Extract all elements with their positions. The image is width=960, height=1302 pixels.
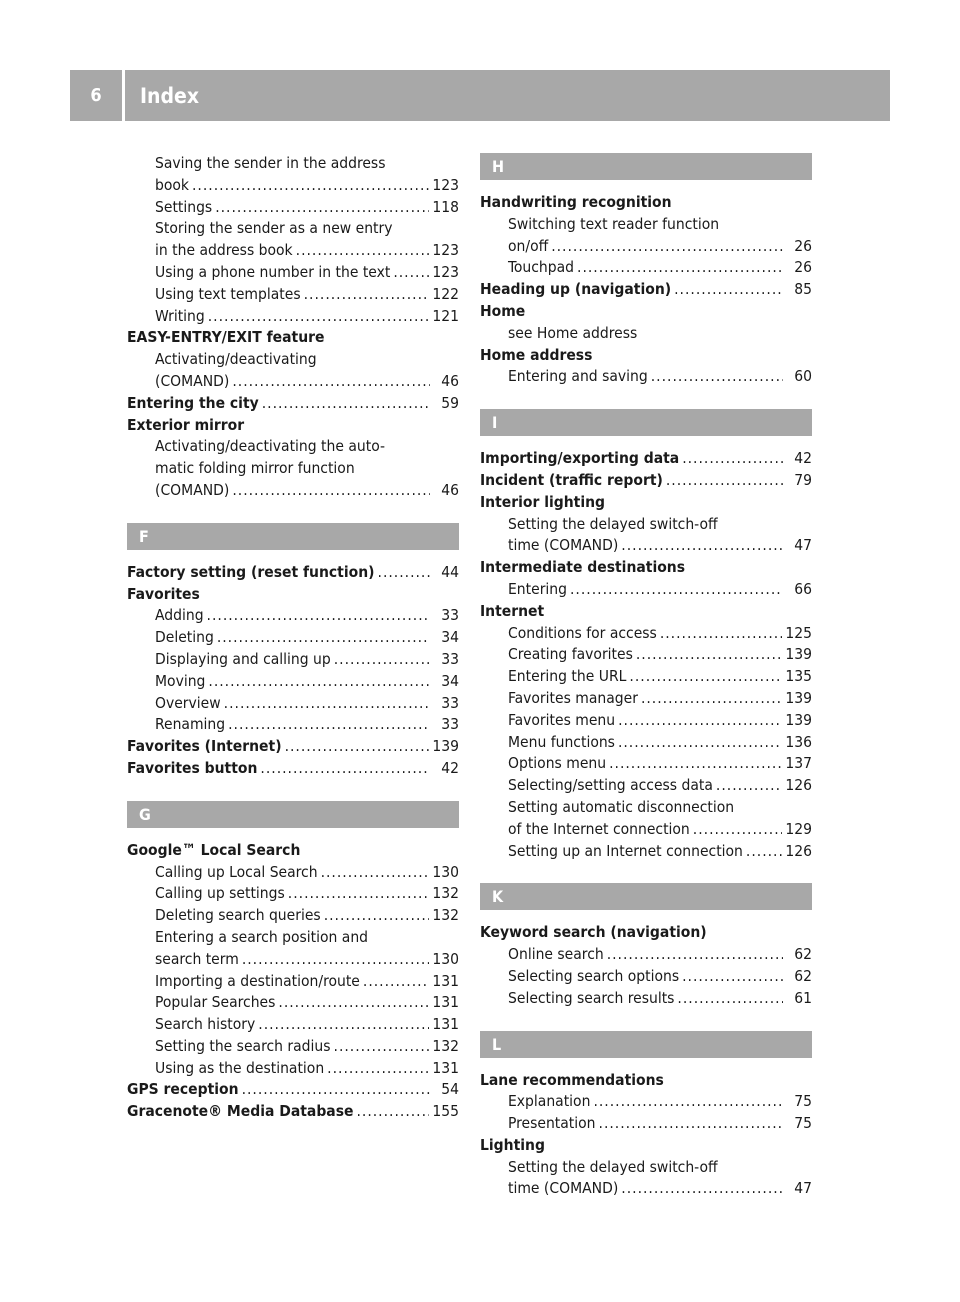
entry-text: Selecting/setting access data	[508, 776, 713, 795]
index-entry[interactable]	[127, 736, 459, 758]
entry-text: Gracenote® Media Database	[127, 1102, 354, 1121]
entry-text: Favorites manager	[508, 688, 638, 707]
index-subentry[interactable]	[127, 284, 459, 306]
dot-leader	[682, 448, 783, 470]
index-entry	[480, 192, 812, 214]
page-reference[interactable]: 44	[441, 562, 459, 581]
page-reference[interactable]: 129	[785, 819, 812, 838]
entry-text: Online search	[508, 945, 604, 964]
index-subentry[interactable]	[127, 693, 459, 715]
entry-text: Calling up settings	[155, 884, 285, 903]
entry-text: see Home address	[508, 323, 638, 342]
index-subentry[interactable]	[480, 688, 812, 710]
dot-leader	[551, 236, 783, 258]
entry-text: Touchpad	[508, 258, 575, 277]
index-subentry	[127, 218, 459, 240]
dot-leader	[677, 988, 783, 1010]
index-subentry[interactable]	[480, 623, 812, 645]
entry-text: Displaying and calling up	[155, 649, 331, 668]
index-subentry[interactable]	[480, 1091, 812, 1113]
index-subentry	[480, 214, 812, 236]
index-subentry[interactable]	[127, 197, 459, 219]
entry-text: (COMAND)	[155, 480, 230, 499]
page-reference[interactable]: 26	[794, 258, 812, 277]
page-reference[interactable]: 136	[785, 732, 812, 751]
index-subentry[interactable]	[480, 966, 812, 988]
dot-leader	[296, 240, 430, 262]
page-reference[interactable]: 132	[432, 1036, 459, 1055]
dot-leader	[260, 758, 430, 780]
entry-text: Selecting search results	[508, 988, 675, 1007]
index-entry	[127, 840, 459, 862]
index-subentry[interactable]	[127, 262, 459, 284]
page-reference[interactable]: 59	[441, 393, 459, 412]
entry-text: Home address	[480, 345, 593, 364]
entry-text: Explanation	[508, 1092, 591, 1111]
index-subentry[interactable]	[480, 841, 812, 863]
page-reference[interactable]: 62	[794, 966, 812, 985]
entry-text: Internet	[480, 601, 545, 620]
dot-leader	[262, 393, 430, 415]
page-reference[interactable]: 46	[441, 480, 459, 499]
page-reference[interactable]: 125	[785, 623, 812, 642]
section-header-f: F	[127, 523, 459, 550]
entry-text: Favorites	[127, 584, 200, 603]
page-reference[interactable]: 62	[794, 945, 812, 964]
index-subentry[interactable]	[480, 257, 812, 279]
entry-text: Using a phone number in the text	[155, 262, 391, 281]
entry-text: Using text templates	[155, 284, 301, 303]
dot-leader	[618, 732, 782, 754]
dot-leader	[228, 714, 430, 736]
index-entry	[480, 492, 812, 514]
index-subentry[interactable]	[127, 862, 459, 884]
entry-text: Selecting search options	[508, 966, 680, 985]
index-subentry[interactable]	[480, 732, 812, 754]
entry-text: Factory setting (reset function)	[127, 562, 375, 581]
entry-text: Favorites button	[127, 758, 258, 777]
entry-text: search term	[155, 949, 239, 968]
index-subentry[interactable]	[127, 480, 459, 502]
dot-leader	[232, 371, 430, 393]
dot-leader	[636, 644, 783, 666]
entry-text: GPS reception	[127, 1080, 239, 1099]
entry-text: Popular Searches	[155, 993, 276, 1012]
entry-text: on/off	[508, 236, 549, 255]
dot-leader	[621, 1178, 783, 1200]
dot-leader	[334, 1036, 430, 1058]
dot-leader	[609, 753, 782, 775]
index-subentry[interactable]	[127, 1014, 459, 1036]
index-subentry[interactable]	[480, 644, 812, 666]
index-subentry[interactable]	[127, 605, 459, 627]
entry-text: EASY-ENTRY/EXIT feature	[127, 328, 325, 347]
index-subentry	[127, 458, 459, 480]
dot-leader	[621, 535, 783, 557]
entry-text: Heading up (navigation)	[480, 280, 672, 299]
entry-text: Using as the destination	[155, 1058, 325, 1077]
entry-text: Setting the delayed switch-off	[508, 514, 718, 533]
section-header-k: K	[480, 883, 812, 910]
dot-leader	[207, 605, 430, 627]
index-subentry[interactable]	[480, 819, 812, 841]
page-reference[interactable]: 130	[432, 862, 459, 881]
index-subentry[interactable]	[127, 649, 459, 671]
entry-text: Favorites menu	[508, 710, 616, 729]
entry-text: Setting up an Internet connection	[508, 841, 743, 860]
index-subentry[interactable]	[480, 535, 812, 557]
entry-text: Setting the search radius	[155, 1036, 331, 1055]
dot-leader	[693, 819, 783, 841]
dot-leader	[716, 775, 782, 797]
entry-text: Intermediate destinations	[480, 558, 686, 577]
dot-leader	[232, 480, 430, 502]
index-entry	[480, 301, 812, 323]
index-subentry[interactable]	[480, 944, 812, 966]
page-reference[interactable]: 33	[441, 693, 459, 712]
entry-text: time (COMAND)	[508, 1179, 619, 1198]
page-reference[interactable]: 42	[794, 449, 812, 468]
page-reference[interactable]: 26	[794, 236, 812, 255]
page-reference[interactable]: 139	[785, 645, 812, 664]
index-entry	[480, 601, 812, 623]
entry-text: Moving	[155, 671, 206, 690]
entry-text: matic folding mirror function	[155, 459, 355, 478]
index-subentry[interactable]	[480, 753, 812, 775]
section-header-h: H	[480, 153, 812, 180]
dot-leader	[224, 693, 430, 715]
entry-text: Entering	[508, 579, 567, 598]
dot-leader	[321, 862, 430, 884]
index-entry[interactable]	[127, 1079, 459, 1101]
index-entry	[480, 1070, 812, 1092]
dot-leader	[393, 262, 429, 284]
index-entry	[480, 345, 812, 367]
index-subentry	[127, 153, 459, 175]
dot-leader	[356, 1101, 429, 1123]
entry-text: Importing/exporting data	[480, 449, 680, 468]
dot-leader	[242, 1079, 430, 1101]
entry-text: Overview	[155, 693, 221, 712]
index-subentry[interactable]	[480, 666, 812, 688]
page-reference[interactable]: 33	[441, 606, 459, 625]
index-subentry[interactable]	[480, 775, 812, 797]
entry-text: Options menu	[508, 754, 607, 773]
dot-leader	[378, 562, 430, 584]
dot-leader	[660, 623, 783, 645]
index-subentry[interactable]	[480, 710, 812, 732]
page-reference[interactable]: 33	[441, 715, 459, 734]
dot-leader	[278, 992, 429, 1014]
index-subentry[interactable]	[127, 905, 459, 927]
page-reference[interactable]: 131	[432, 1058, 459, 1077]
entry-text: Lighting	[480, 1135, 545, 1154]
page-reference[interactable]: 137	[785, 754, 812, 773]
index-entry	[127, 327, 459, 349]
page-reference[interactable]: 54	[441, 1080, 459, 1099]
dot-leader	[599, 1113, 783, 1135]
entry-text: Lane recommendations	[480, 1070, 664, 1089]
dot-leader	[304, 284, 430, 306]
dot-leader	[666, 470, 783, 492]
dot-leader	[242, 949, 430, 971]
page-reference[interactable]: 135	[785, 667, 812, 686]
entry-text: Switching text reader function	[508, 214, 720, 233]
page-reference[interactable]: 123	[432, 175, 459, 194]
entry-text: Menu functions	[508, 732, 615, 751]
entry-text: Calling up Local Search	[155, 862, 318, 881]
entry-text: of the Internet connection	[508, 819, 690, 838]
index-subentry[interactable]	[480, 366, 812, 388]
index-subentry[interactable]	[127, 949, 459, 971]
dot-leader	[618, 710, 782, 732]
entry-text: Writing	[155, 306, 205, 325]
index-subentry[interactable]	[480, 236, 812, 258]
entry-text: Setting the delayed switch-off	[508, 1157, 718, 1176]
page-reference[interactable]: 123	[432, 241, 459, 260]
index-entry	[127, 415, 459, 437]
dot-leader	[288, 883, 430, 905]
dot-leader	[577, 257, 783, 279]
entry-text: (COMAND)	[155, 371, 230, 390]
dot-leader	[363, 971, 429, 993]
dot-leader	[570, 579, 783, 601]
index-entry	[480, 1135, 812, 1157]
entry-text: Handwriting recognition	[480, 193, 672, 211]
page-reference[interactable]: 155	[432, 1102, 459, 1121]
dot-leader	[641, 688, 782, 710]
page-title: Index	[140, 83, 200, 108]
entry-text: Renaming	[155, 715, 226, 734]
page-reference[interactable]: 75	[794, 1092, 812, 1111]
entry-text: Entering and saving	[508, 367, 648, 386]
entry-text: Exterior mirror	[127, 415, 245, 434]
index-subentry	[480, 514, 812, 536]
dot-leader	[208, 671, 430, 693]
index-subentry[interactable]	[127, 175, 459, 197]
entry-text: Keyword search (navigation)	[480, 923, 707, 942]
index-entry[interactable]	[127, 758, 459, 780]
index-entry[interactable]	[127, 393, 459, 415]
index-entry[interactable]	[127, 1101, 459, 1123]
entry-text: in the address book	[155, 241, 293, 260]
index-subentry[interactable]	[480, 1113, 812, 1135]
section-header-i: I	[480, 409, 812, 436]
index-subentry	[127, 927, 459, 949]
entry-text: Google™ Local Search	[127, 840, 301, 859]
page-reference[interactable]: 34	[441, 628, 459, 647]
entry-text: Deleting	[155, 628, 214, 647]
page-reference[interactable]: 60	[794, 367, 812, 386]
dot-leader	[629, 666, 782, 688]
index-entry	[480, 922, 812, 944]
page-reference[interactable]: 131	[432, 1015, 459, 1034]
page-reference[interactable]: 33	[441, 649, 459, 668]
index-subentry[interactable]	[127, 1036, 459, 1058]
index-entry	[480, 557, 812, 579]
page-reference[interactable]: 121	[432, 306, 459, 325]
dot-leader	[607, 944, 783, 966]
index-subentry	[127, 349, 459, 371]
index-subentry[interactable]	[127, 371, 459, 393]
page-reference[interactable]: 47	[794, 1179, 812, 1198]
entry-text: Settings	[155, 197, 213, 216]
index-entry[interactable]	[127, 562, 459, 584]
dot-leader	[674, 279, 783, 301]
dot-leader	[208, 306, 430, 328]
page-reference[interactable]: 42	[441, 758, 459, 777]
index-subentry[interactable]	[480, 988, 812, 1010]
page-reference[interactable]: 75	[794, 1114, 812, 1133]
entry-text: Creating favorites	[508, 645, 633, 664]
page-reference[interactable]: 139	[785, 688, 812, 707]
dot-leader	[285, 736, 430, 758]
index-subentry[interactable]	[127, 306, 459, 328]
page-reference[interactable]: 126	[785, 776, 812, 795]
index-subentry	[480, 797, 812, 819]
page-header	[70, 70, 890, 121]
entry-text: Activating/deactivating the auto-	[155, 437, 386, 456]
index-entry[interactable]	[480, 279, 812, 301]
page-reference[interactable]: 66	[794, 579, 812, 598]
dot-leader	[324, 905, 430, 927]
page-reference[interactable]: 131	[432, 971, 459, 990]
page-reference[interactable]: 118	[432, 197, 459, 216]
entry-text: Storing the sender as a new entry	[155, 219, 393, 238]
entry-text: Adding	[155, 606, 204, 625]
index-subentry[interactable]	[127, 883, 459, 905]
dot-leader	[215, 197, 429, 219]
entry-text: Favorites (Internet)	[127, 737, 282, 756]
index-entry	[127, 584, 459, 606]
entry-text: Entering a search position and	[155, 927, 369, 946]
index-subentry[interactable]	[480, 579, 812, 601]
entry-text: Incident (traffic report)	[480, 470, 663, 489]
dot-leader	[258, 1014, 429, 1036]
page-reference[interactable]: 46	[441, 371, 459, 390]
entry-text: Setting automatic disconnection	[508, 797, 735, 816]
entry-text: Entering the city	[127, 393, 259, 412]
page-reference[interactable]: 122	[432, 284, 459, 303]
index-subentry[interactable]	[127, 714, 459, 736]
entry-text: Deleting search queries	[155, 906, 321, 925]
section-header-g: G	[127, 801, 459, 828]
page-reference[interactable]: 131	[432, 993, 459, 1012]
index-entry[interactable]	[480, 448, 812, 470]
dot-leader	[192, 175, 429, 197]
page-reference[interactable]: 139	[785, 710, 812, 729]
dot-leader	[651, 366, 783, 388]
entry-text: Interior lighting	[480, 492, 606, 511]
index-column-left	[127, 153, 459, 1123]
entry-text: Saving the sender in the address	[155, 154, 386, 172]
page-reference[interactable]: 47	[794, 536, 812, 555]
page-reference[interactable]: 61	[794, 988, 812, 1007]
page-reference[interactable]: 139	[432, 737, 459, 756]
index-column-right	[480, 153, 812, 1200]
index-subentry[interactable]	[127, 1058, 459, 1080]
index-subentry[interactable]	[480, 1178, 812, 1200]
page-reference[interactable]: 79	[794, 470, 812, 489]
page-reference[interactable]: 132	[432, 884, 459, 903]
page-number: 6	[70, 70, 125, 121]
page-reference[interactable]: 132	[432, 906, 459, 925]
entry-text: Home	[480, 301, 526, 320]
dot-leader	[746, 841, 782, 863]
dot-leader	[682, 966, 783, 988]
page-reference[interactable]: 126	[785, 841, 812, 860]
index-subentry[interactable]	[127, 240, 459, 262]
entry-text: Search history	[155, 1015, 256, 1034]
entry-text: Importing a destination/route	[155, 971, 360, 990]
index-entry[interactable]	[480, 470, 812, 492]
index-subentry[interactable]	[127, 627, 459, 649]
dot-leader	[327, 1058, 429, 1080]
dot-leader	[334, 649, 430, 671]
dot-leader	[217, 627, 430, 649]
index-subentry[interactable]	[127, 992, 459, 1014]
page-reference[interactable]: 123	[432, 262, 459, 281]
page-reference[interactable]: 130	[432, 949, 459, 968]
section-header-l: L	[480, 1031, 812, 1058]
index-subentry[interactable]	[127, 671, 459, 693]
page-reference[interactable]: 85	[794, 280, 812, 299]
index-subentry	[127, 436, 459, 458]
entry-text: book	[155, 175, 189, 194]
entry-text: Conditions for access	[508, 623, 657, 642]
dot-leader	[593, 1091, 783, 1113]
index-subentry	[480, 1157, 812, 1179]
index-subentry[interactable]	[127, 971, 459, 993]
entry-text: Activating/deactivating	[155, 350, 317, 369]
page-reference[interactable]: 34	[441, 671, 459, 690]
entry-text: Entering the URL	[508, 667, 627, 686]
entry-text: Presentation	[508, 1114, 596, 1133]
index-subentry	[480, 323, 812, 345]
entry-text: time (COMAND)	[508, 536, 619, 555]
